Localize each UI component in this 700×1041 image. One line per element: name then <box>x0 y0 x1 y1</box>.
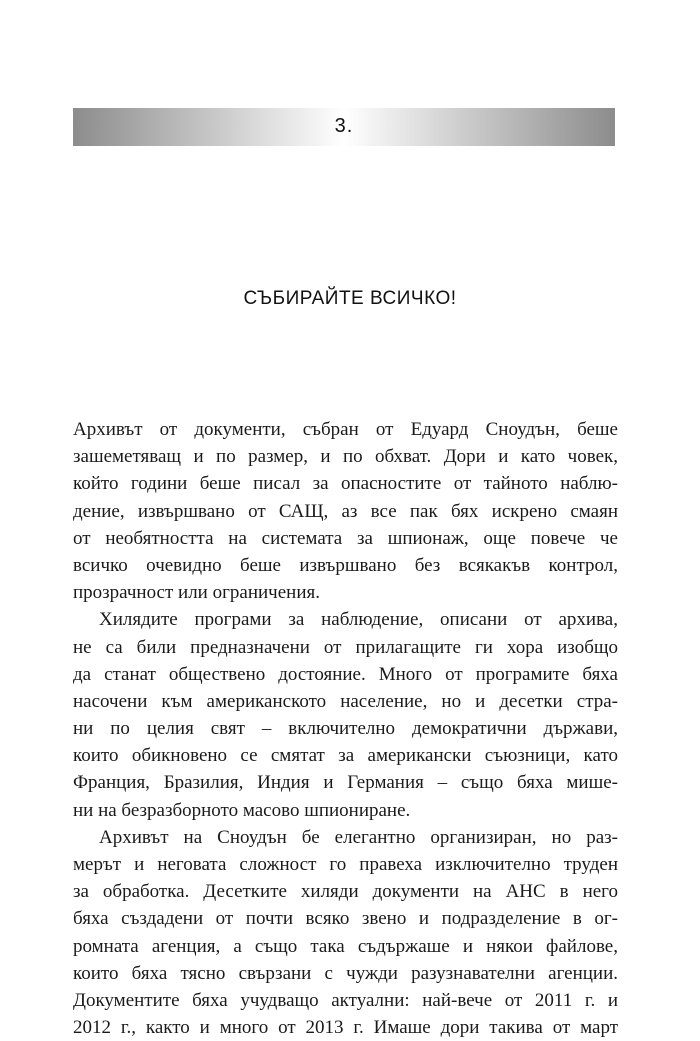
chapter-title: СЪБИРАЙТЕ ВСИЧКО! <box>243 288 457 309</box>
text-line: който години беше писал за опасностите от тайното наблю- <box>73 473 618 495</box>
text-line: Архивът от документи, събран от Едуард Сноудън, беше <box>73 419 618 440</box>
text-line: зашеметяващ и по размер, и по обхват. Дори и като човек, <box>73 446 618 468</box>
chapter-header-bar <box>73 108 615 146</box>
text-line: които обикновено се смятат за американски съюзници, като <box>73 745 618 767</box>
text-line: Архивът на Сноудън бе елегантно организиран, но раз- <box>99 826 618 848</box>
text-line: прозрачност или ограничения. <box>73 582 320 604</box>
text-line: от необятността на системата за шпионаж, още повече че <box>73 527 618 549</box>
text-line: мерът и неговата сложност го правеха изключително труден <box>73 854 618 875</box>
text-line: Хилядите програми за наблюдение, описани от архива, <box>99 609 618 631</box>
text-line: ни на безразборното масово шпиониране. <box>73 799 411 821</box>
text-line: бяха създадени от почти всяко звено и подразделение в ог- <box>73 908 618 930</box>
body-text <box>73 416 618 1041</box>
text-line: ни по целия свят – включително демократични държави, <box>73 718 618 740</box>
text-line: всичко очевидно беше извършвано без всякакъв контрол, <box>73 554 618 576</box>
text-line: Документите бяха учудващо актуални: най-вече от 2011 г. и <box>73 989 618 1011</box>
text-line: да станат обществено достояние. Много от програмите бяха <box>73 663 618 685</box>
text-line: 2012 г., както и много от 2013 г. Имаше дори такива от март <box>73 1017 618 1039</box>
text-line: ромната агенция, а също така съдържаше и някои файлове, <box>73 935 618 957</box>
text-line: за обработка. Десетките хиляди документи на АНС в него <box>73 881 618 903</box>
chapter-number: 3. <box>334 115 354 137</box>
text-line: Франция, Бразилия, Индия и Германия – също бяха мише- <box>73 772 618 794</box>
text-line: дение, извършвано от САЩ, аз все пак бях искрено смаян <box>73 500 618 522</box>
text-line: не са били предназначени от прилагащите ги хора изобщо <box>73 636 618 658</box>
text-line: които бяха тясно свързани с чужди разузнавателни агенции. <box>73 962 618 984</box>
text-line: насочени към американското население, но и десетки стра- <box>73 690 618 712</box>
